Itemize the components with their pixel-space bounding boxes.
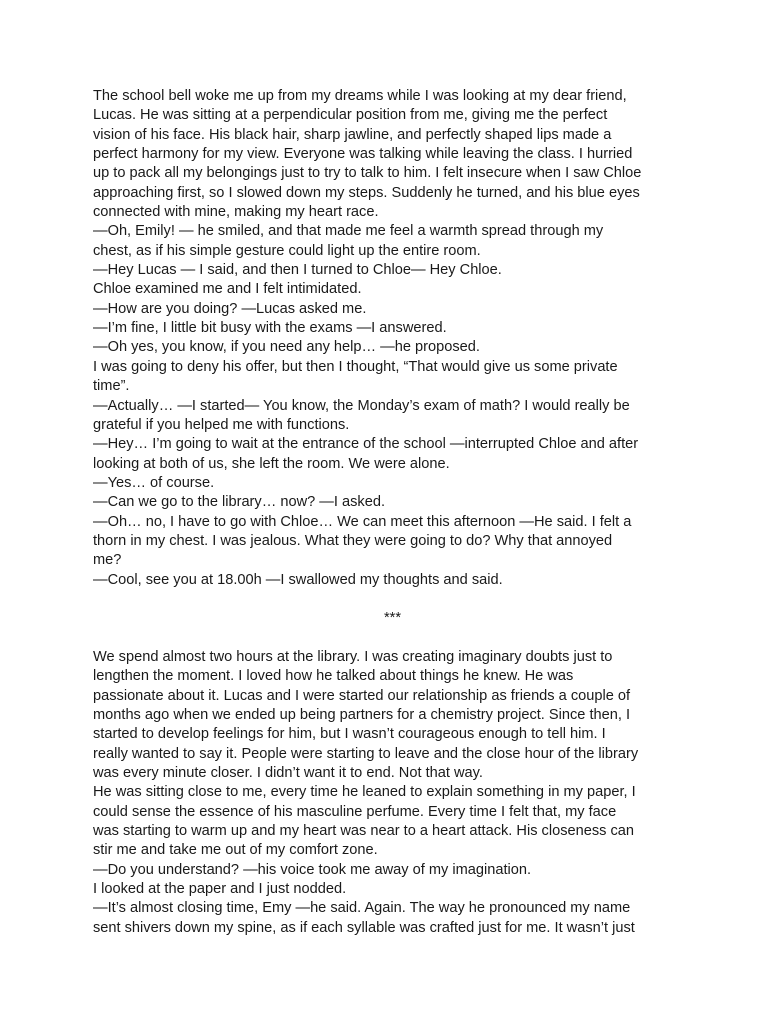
blank-line (93, 590, 678, 609)
dialogue-line: —I’m fine, I little bit busy with the exams —I answered. (93, 320, 447, 337)
dialogue-line: —Cool, see you at 18.00h —I swallowed my thoughts and said. (93, 571, 503, 588)
blank-line (93, 629, 678, 648)
paragraph: We spend almost two hours at the library. I was creating imaginary doubts just to lengthen the moment. I loved how he talked about things he knew. He was passionate about it. Lucas and I were started our relationship as friends a couple of months ago when we ended up being partners for a chemistry project. Since then, I started to develop feelings for him, but I wasn’t courageous enough to tell him. I really wanted to say it. People were starting to leave and the close hour of the library was every minute closer. I didn’t want it to end. Not that way. (93, 648, 639, 782)
dialogue-line: —It’s almost closing time, Emy —he said. Again. The way he pronounced my name sent shivers down my spine, as if each syllable was crafted just for me. It wasn’t just (93, 900, 635, 936)
dialogue-line: —Oh… no, I have to go with Chloe… We can meet this afternoon —He said. I felt a thorn in my chest. I was jealous. What they were going to do? Why that annoyed me? (93, 513, 632, 569)
dialogue-line: —Oh, Emily! — he smiled, and that made me feel a warmth spread through my chest, as if his simple gesture could light up the entire room. (93, 223, 604, 259)
paragraph: He was sitting close to me, every time he leaned to explain something in my paper, I could sense the essence of his masculine perfume. Every time I felt that, my face was starting to warm up and my heart was near to a heart attack. His closeness can stir me and take me out of my comfort zone. (93, 784, 636, 859)
dialogue-line: —How are you doing? —Lucas asked me. (93, 300, 367, 317)
section-separator: *** (383, 610, 402, 627)
dialogue-line: —Can we go to the library… now? —I asked. (93, 494, 386, 511)
paragraph: Chloe examined me and I felt intimidated. (93, 281, 362, 298)
dialogue-line: —Actually… —I started— You know, the Monday’s exam of math? I would really be grateful if you helped me with functions. (93, 397, 630, 433)
document-page (93, 87, 678, 938)
dialogue-line: —Oh yes, you know, if you need any help… —he proposed. (93, 339, 480, 356)
paragraph: I was going to deny his offer, but then I thought, “That would give us some private time”. (93, 358, 618, 395)
dialogue-line: —Yes… of course. (93, 474, 215, 491)
dialogue-line: —Hey Lucas — I said, and then I turned to Chloe— Hey Chloe. (93, 262, 502, 279)
dialogue-line: —Do you understand? —his voice took me away of my imagination. (93, 861, 532, 878)
paragraph: I looked at the paper and I just nodded. (93, 881, 347, 898)
paragraph: The school bell woke me up from my dreams while I was looking at my dear friend, Lucas. He was sitting at a perpendicular position from me, giving me the perfect vision of his face. His black hair, sharp jawline, and perfectly shaped lips made a perfect harmony for my view. Everyone was talking while leaving the class. I hurried up to pack all my belongings just to try to talk to him. I felt insecure when I saw Chloe approaching first, so I slowed down my steps. Suddenly he turned, and his blue eyes connected with mine, making my heart race. (93, 88, 642, 221)
dialogue-line: —Hey… I’m going to wait at the entrance of the school —interrupted Chloe and after looking at both of us, she left the room. We were alone. (93, 436, 639, 472)
